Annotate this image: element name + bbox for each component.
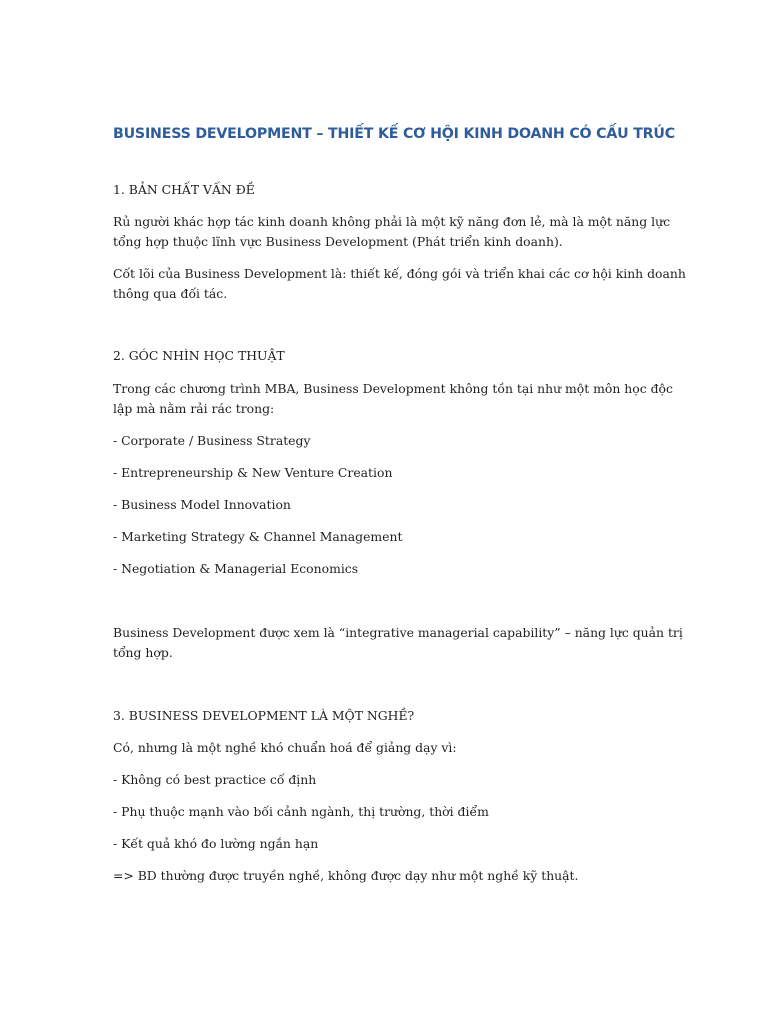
document-page	[113, 0, 686, 1024]
list-item: - Negotiation & Managerial Economics	[113, 561, 359, 576]
section-2-conclusion-line-2: tổng hợp.	[113, 645, 173, 660]
list-item: - Corporate / Business Strategy	[113, 433, 311, 448]
section-3-conclusion: => BD thường được truyền nghề, không được dạy như một nghề kỹ thuật.	[113, 868, 579, 883]
section-1-paragraph-1-line-2: tổng hợp thuộc lĩnh vực Business Development (Phát triển kinh doanh).	[113, 234, 563, 249]
section-2-intro-line-2: lập mà nằm rải rác trong:	[113, 401, 275, 416]
section-1-heading: 1. BẢN CHẤT VẤN ĐỀ	[113, 182, 255, 197]
section-3-heading: 3. BUSINESS DEVELOPMENT LÀ MỘT NGHỀ?	[113, 708, 415, 723]
list-item: - Marketing Strategy & Channel Management	[113, 529, 403, 544]
list-item: - Không có best practice cố định	[113, 772, 317, 787]
section-1-paragraph-2-line-1: Cốt lõi của Business Development là: thiết kế, đóng gói và triển khai các cơ hội kinh doanh	[113, 266, 686, 281]
section-2-heading: 2. GÓC NHÌN HỌC THUẬT	[113, 348, 285, 363]
document-title: BUSINESS DEVELOPMENT – THIẾT KẾ CƠ HỘI KINH DOANH CÓ CẤU TRÚC	[113, 126, 675, 142]
section-2-conclusion-line-1: Business Development được xem là “integrative managerial capability” – năng lực quản trị	[113, 625, 683, 640]
list-item: - Entrepreneurship & New Venture Creation	[113, 465, 393, 480]
list-item: - Phụ thuộc mạnh vào bối cảnh ngành, thị trường, thời điểm	[113, 804, 489, 819]
section-3-intro: Có, nhưng là một nghề khó chuẩn hoá để giảng dạy vì:	[113, 740, 457, 755]
section-2-intro-line-1: Trong các chương trình MBA, Business Development không tồn tại như một môn học độc	[113, 381, 673, 396]
section-1-paragraph-2-line-2: thông qua đối tác.	[113, 286, 228, 301]
section-1-paragraph-1-line-1: Rủ người khác hợp tác kinh doanh không phải là một kỹ năng đơn lẻ, mà là một năng lực	[113, 214, 671, 229]
list-item: - Kết quả khó đo lường ngắn hạn	[113, 836, 319, 851]
list-item: - Business Model Innovation	[113, 497, 291, 512]
